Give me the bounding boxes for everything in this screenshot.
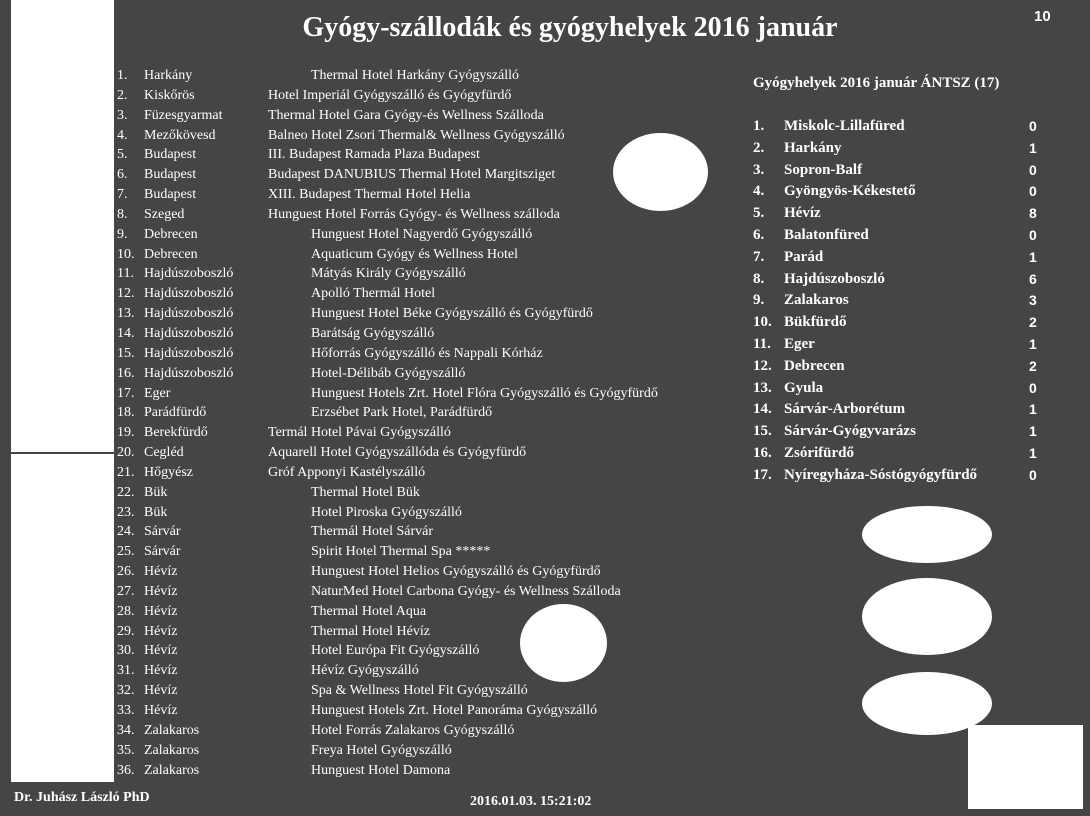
white-ellipse-4 — [862, 578, 992, 655]
hotel-row-number: 8. — [117, 206, 128, 222]
bottom-right-white-box — [968, 725, 1083, 809]
hotel-row-name: Hotel Piroska Gyógyszálló — [311, 504, 462, 520]
place-row-count: 0 — [1029, 466, 1037, 483]
place-row-number: 11. — [753, 335, 771, 352]
hotel-row-number: 29. — [117, 623, 135, 639]
hotel-row-name: Hotel Imperiál Gyógyszálló és Gyógyfürdő — [268, 87, 512, 103]
left-white-panel-lower — [11, 454, 114, 782]
hotel-row-city: Hajdúszoboszló — [144, 306, 234, 322]
hotel-row-number: 4. — [117, 127, 128, 143]
timestamp: 2016.01.03. 15:21:02 — [470, 794, 592, 809]
hotel-row-city: Hőgyész — [144, 464, 193, 480]
place-row-number: 3. — [753, 161, 765, 178]
hotel-row-name: Thermál Hotel Sárvár — [311, 524, 434, 540]
hotel-row-number: 19. — [117, 425, 135, 441]
white-ellipse-5 — [862, 672, 992, 735]
places-list — [753, 116, 1043, 487]
hotel-row-number: 31. — [117, 663, 135, 679]
hotel-row-city: Mezőkövesd — [144, 127, 216, 143]
hotel-row-number: 18. — [117, 405, 135, 421]
place-row-count: 0 — [1029, 183, 1037, 200]
hotel-row-name: XIII. Budapest Thermal Hotel Helia — [268, 187, 471, 203]
hotel-row-number: 6. — [117, 167, 128, 183]
place-row-number: 10. — [753, 314, 772, 331]
hotel-row-number: 12. — [117, 286, 135, 302]
place-row-number: 14. — [753, 401, 772, 418]
hotel-row-city: Budapest — [144, 147, 197, 163]
hotel-row-city: Parádfürdő — [144, 405, 207, 421]
place-row — [753, 421, 1043, 443]
hotel-row-name: Gróf Apponyi Kastélyszálló — [268, 464, 426, 480]
hotel-row-name: Hotel-Délibáb Gyógyszálló — [311, 365, 466, 381]
hotel-row-name: Hévíz Gyógyszálló — [311, 663, 419, 679]
hotel-row-number: 9. — [117, 226, 128, 242]
hotel-row-city: Hévíz — [144, 663, 178, 679]
hotel-row-number: 32. — [117, 683, 135, 699]
hotel-row-name: Barátság Gyógyszálló — [311, 325, 435, 341]
place-row-name: Eger — [784, 335, 815, 352]
hotel-row-city: Harkány — [144, 68, 193, 83]
hotel-row-name: Thermal Hotel Harkány Gyógyszálló — [311, 68, 519, 83]
hotel-row-name: Balneo Hotel Zsori Thermal& Wellness Gyógyszálló — [268, 127, 565, 143]
place-row-count: 1 — [1029, 139, 1037, 156]
place-row-number: 15. — [753, 423, 772, 440]
hotel-row-number: 27. — [117, 583, 135, 599]
place-row-name: Bükfürdő — [784, 314, 847, 331]
hotel-row-name: Hunguest Hotel Damona — [311, 762, 451, 778]
hotel-row-city: Hajdúszoboszló — [144, 266, 234, 282]
place-row-number: 17. — [753, 466, 772, 483]
place-row-number: 7. — [753, 248, 765, 265]
place-row — [753, 225, 1043, 247]
place-row-number: 6. — [753, 226, 765, 243]
hotel-row-name: Aquaticum Gyógy és Wellness Hotel — [311, 246, 519, 262]
hotel-row-name: Hőforrás Gyógyszálló és Nappali Kórház — [311, 345, 543, 361]
place-row-count: 0 — [1029, 379, 1037, 396]
place-row — [753, 269, 1043, 291]
place-row-name: Hévíz — [784, 205, 821, 222]
place-row-count: 0 — [1029, 226, 1037, 243]
hotel-row-city: Hévíz — [144, 683, 178, 699]
hotel-row-city: Hajdúszoboszló — [144, 345, 234, 361]
hotel-row-number: 30. — [117, 643, 135, 659]
place-row-count: 1 — [1029, 444, 1037, 461]
hotel-row-name: Hunguest Hotels Zrt. Hotel Panoráma Gyógyszálló — [311, 703, 598, 718]
hotel-row-city: Cegléd — [144, 445, 184, 461]
hotel-row-number: 7. — [117, 187, 128, 203]
hotel-row-name: Hunguest Hotels Zrt. Hotel Flóra Gyógyszálló és Gyógyfürdő — [311, 385, 658, 401]
hotel-row-city: Bük — [144, 484, 168, 500]
place-row-count: 0 — [1029, 118, 1037, 134]
hotel-row-number: 13. — [117, 306, 135, 322]
hotel-row-number: 24. — [117, 524, 135, 540]
place-row — [753, 160, 1043, 182]
hotel-row-number: 3. — [117, 107, 128, 123]
hotel-row-number: 14. — [117, 325, 135, 341]
hotel-row-number: 17. — [117, 385, 135, 401]
hotel-row-name: Hotel Európa Fit Gyógyszálló — [311, 643, 480, 659]
place-row-name: Zsórifürdő — [784, 444, 855, 461]
place-row-count: 1 — [1029, 401, 1037, 418]
hotel-row-city: Hajdúszoboszló — [144, 286, 234, 302]
hotel-row-name: Budapest DANUBIUS Thermal Hotel Margitsziget — [268, 167, 556, 183]
hotel-row-city: Hévíz — [144, 603, 178, 619]
hotel-row-name: Hunguest Hotel Helios Gyógyszálló és Gyógyfürdő — [311, 564, 601, 580]
hotel-row-city: Zalakaros — [144, 762, 200, 778]
place-row — [753, 312, 1043, 334]
hotel-row-name: Thermal Hotel Gara Gyógy-és Wellness Szálloda — [268, 107, 544, 123]
hotel-row-number: 21. — [117, 464, 135, 480]
place-row-count: 1 — [1029, 423, 1037, 440]
place-row-number: 4. — [753, 183, 765, 200]
page-number: 10 — [1034, 8, 1051, 25]
place-row — [753, 356, 1043, 378]
hotel-row-city: Berekfürdő — [144, 425, 208, 441]
hotel-row-number: 1. — [117, 68, 128, 83]
hotel-row-city: Debrecen — [144, 246, 198, 262]
hotel-row-city: Kiskőrös — [144, 87, 195, 103]
hotel-row-number: 11. — [117, 266, 134, 282]
place-row-name: Debrecen — [784, 357, 845, 374]
place-row-name: Sárvár-Arborétum — [784, 401, 906, 418]
white-ellipse-3 — [862, 506, 992, 563]
hotel-row-city: Zalakaros — [144, 722, 200, 738]
place-row-name: Hajdúszoboszló — [784, 270, 885, 287]
hotel-row-name: Apolló Thermál Hotel — [311, 286, 436, 302]
hotel-row-name: Hotel Forrás Zalakaros Gyógyszálló — [311, 722, 515, 738]
hotel-row-city: Debrecen — [144, 226, 198, 242]
hotel-row-name: Thermal Hotel Bük — [311, 484, 420, 500]
hotel-row-number: 23. — [117, 504, 135, 520]
hotel-row-city: Szeged — [144, 206, 185, 222]
place-row — [753, 443, 1043, 465]
place-row — [753, 116, 1043, 138]
hotel-row-city: Eger — [144, 385, 171, 401]
hotel-row-number: 20. — [117, 445, 135, 461]
place-row-name: Gyula — [784, 379, 824, 396]
hotel-row-name: Hunguest Hotel Béke Gyógyszálló és Gyógyfürdő — [311, 306, 593, 322]
hotel-row-city: Hévíz — [144, 643, 178, 659]
hotel-row-city: Hévíz — [144, 703, 178, 718]
place-row — [753, 181, 1043, 203]
left-white-panel — [11, 0, 114, 452]
hotel-row-name: III. Budapest Ramada Plaza Budapest — [268, 147, 480, 163]
place-row-count: 1 — [1029, 248, 1037, 265]
hotel-row-name: Spirit Hotel Thermal Spa ***** — [311, 544, 491, 560]
hotel-row-city: Hévíz — [144, 583, 178, 599]
place-row-name: Gyöngyös-Kékestető — [784, 183, 916, 200]
hotel-row-name: Thermal Hotel Hévíz — [311, 623, 430, 639]
hotel-row-number: 16. — [117, 365, 135, 381]
places-heading: Gyógyhelyek 2016 január ÁNTSZ (17) — [753, 75, 1000, 91]
hotel-row-number: 26. — [117, 564, 135, 580]
hotel-row-city: Füzesgyarmat — [144, 107, 223, 123]
place-row-count: 2 — [1029, 314, 1037, 331]
place-row-count: 0 — [1029, 161, 1037, 178]
hotel-row-city: Hajdúszoboszló — [144, 365, 234, 381]
hotel-row-city: Hajdúszoboszló — [144, 325, 234, 341]
hotel-row-number: 22. — [117, 484, 135, 500]
place-row-number: 2. — [753, 139, 765, 156]
place-row-name: Zalakaros — [784, 292, 849, 309]
place-row-number: 12. — [753, 357, 772, 374]
hotel-row-name: NaturMed Hotel Carbona Gyógy- és Wellness Szálloda — [311, 583, 621, 599]
page-title: Gyógy-szállodák és gyógyhelyek 2016 január — [302, 12, 838, 43]
hotel-row-name: Thermal Hotel Aqua — [311, 603, 427, 619]
hotel-row-name: Aquarell Hotel Gyógyszállóda és Gyógyfürdő — [268, 445, 527, 461]
place-row-count: 1 — [1029, 335, 1037, 352]
hotel-row-number: 28. — [117, 603, 135, 619]
place-row-count: 8 — [1029, 205, 1037, 222]
hotel-row-city: Bük — [144, 504, 168, 520]
hotel-row-name: Termál Hotel Pávai Gyógyszálló — [268, 425, 451, 441]
place-row — [753, 203, 1043, 225]
hotel-row-number: 34. — [117, 722, 135, 738]
place-row-number: 1. — [753, 118, 765, 134]
hotel-row-city: Sárvár — [144, 544, 181, 560]
place-row — [753, 290, 1043, 312]
place-row-name: Harkány — [784, 139, 842, 156]
hotel-row-name: Erzsébet Park Hotel, Parádfürdő — [311, 405, 493, 421]
place-row-number: 9. — [753, 292, 765, 309]
place-row-number: 8. — [753, 270, 765, 287]
place-row — [753, 465, 1043, 487]
place-row — [753, 247, 1043, 269]
hotel-row-number: 35. — [117, 742, 135, 758]
hotel-row-number: 10. — [117, 246, 135, 262]
hotel-row-name: Mátyás Király Gyógyszálló — [311, 266, 466, 282]
hotel-row-name: Hunguest Hotel Forrás Gyógy- és Wellness szálloda — [268, 206, 560, 222]
place-row-count: 6 — [1029, 270, 1037, 287]
hotel-row-city: Hévíz — [144, 623, 178, 639]
place-row-name: Sopron-Balf — [784, 161, 863, 178]
place-row-number: 5. — [753, 205, 765, 222]
hotel-row-name: Hunguest Hotel Nagyerdő Gyógyszálló — [311, 226, 533, 242]
hotel-row-city: Hévíz — [144, 564, 178, 580]
hotel-row-number: 33. — [117, 703, 135, 718]
place-row-name: Parád — [784, 248, 824, 265]
place-row-name: Balatonfüred — [784, 226, 869, 243]
hotel-row-city: Zalakaros — [144, 742, 200, 758]
place-row — [753, 138, 1043, 160]
author: Dr. Juhász László PhD — [14, 790, 150, 805]
place-row-name: Miskolc-Lillafüred — [784, 118, 905, 134]
white-ellipse-1 — [613, 133, 708, 211]
hotel-row-city: Sárvár — [144, 524, 181, 540]
place-row — [753, 334, 1043, 356]
hotel-row-name: Freya Hotel Gyógyszálló — [311, 742, 452, 758]
place-row-name: Sárvár-Gyógyvarázs — [784, 423, 916, 440]
place-row-count: 3 — [1029, 292, 1037, 309]
place-row-name: Nyíregyháza-Sóstógyógyfürdő — [784, 466, 978, 483]
place-row — [753, 399, 1043, 421]
hotel-row-number: 2. — [117, 87, 128, 103]
hotel-row-number: 5. — [117, 147, 128, 163]
place-row — [753, 378, 1043, 400]
place-row-number: 16. — [753, 444, 772, 461]
hotel-row-city: Budapest — [144, 187, 197, 203]
hotel-row-number: 15. — [117, 345, 135, 361]
hotel-row-name: Spa & Wellness Hotel Fit Gyógyszálló — [311, 683, 528, 699]
place-row-number: 13. — [753, 379, 772, 396]
place-row-count: 2 — [1029, 357, 1037, 374]
white-ellipse-2 — [520, 604, 607, 682]
hotel-row-number: 25. — [117, 544, 135, 560]
hotel-row-city: Budapest — [144, 167, 197, 183]
hotel-row-number: 36. — [117, 762, 135, 778]
